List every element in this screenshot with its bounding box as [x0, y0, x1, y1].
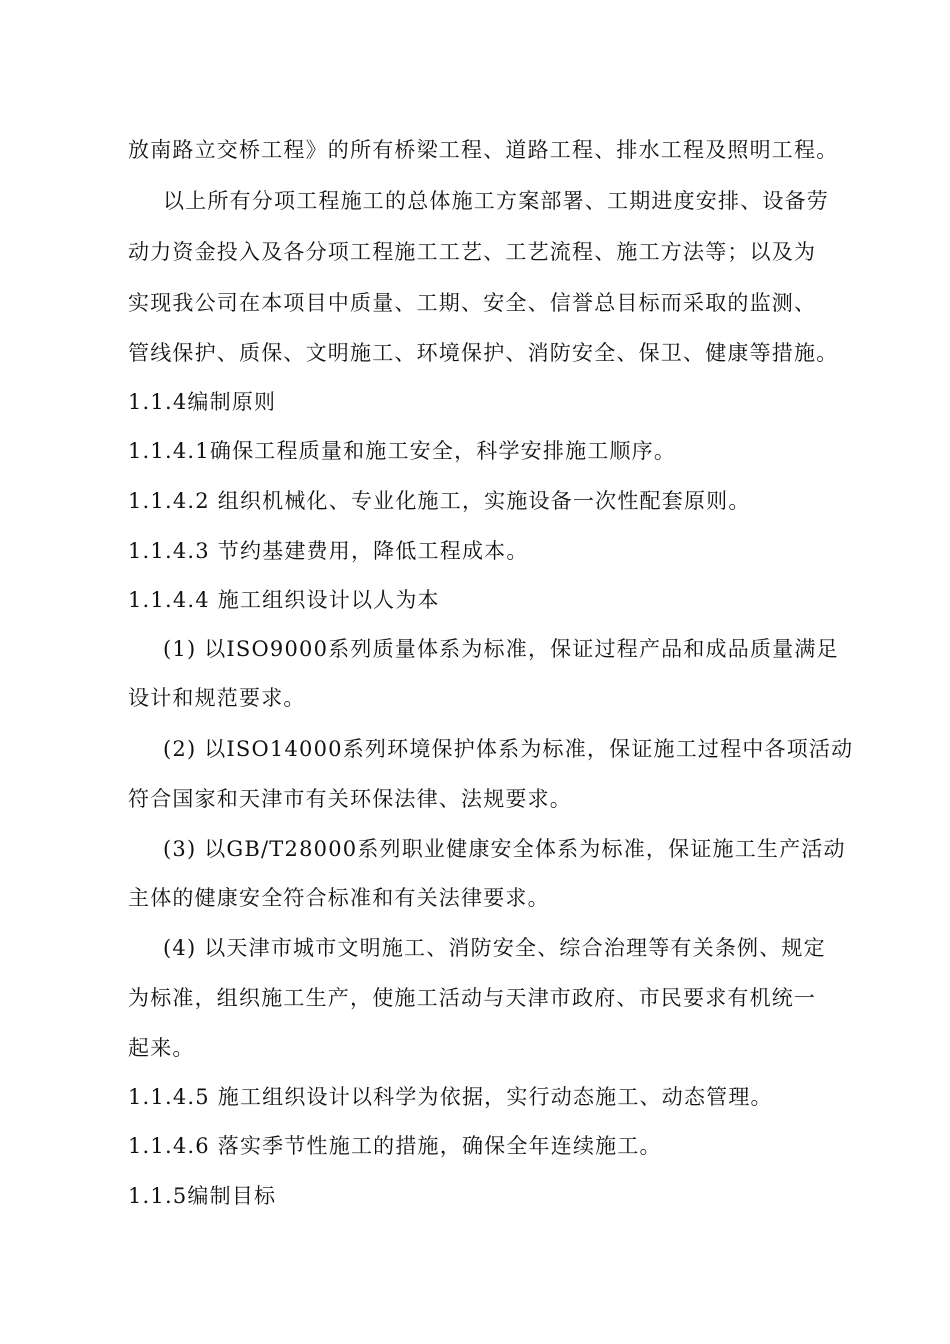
list-item-line: 起来。	[128, 1036, 195, 1060]
list-item-line: (2) 以ISO14000系列环境保护体系为标准，保证施工过程中各项活动	[163, 737, 854, 761]
subsection-line: 1.1.4.4 施工组织设计以人为本	[128, 588, 440, 612]
section-heading: 1.1.4编制原则	[128, 390, 277, 414]
list-item-line: 符合国家和天津市有关环保法律、法规要求。	[128, 787, 572, 811]
list-item-line: (3) 以GB/T28000系列职业健康安全体系为标准，保证施工生产活动	[163, 837, 846, 861]
paragraph-line: 动力资金投入及各分项工程施工工艺、工艺流程、施工方法等；以及为	[128, 240, 817, 264]
paragraph-line: 实现我公司在本项目中质量、工期、安全、信誉总目标而采取的监测、	[128, 291, 817, 315]
paragraph-line: 以上所有分项工程施工的总体施工方案部署、工期进度安排、设备劳	[163, 189, 829, 213]
subsection-line: 1.1.4.3 节约基建费用，降低工程成本。	[128, 539, 529, 563]
paragraph-line: 放南路立交桥工程》的所有桥梁工程、道路工程、排水工程及照明工程。	[128, 138, 839, 162]
paragraph-line: 管线保护、质保、文明施工、环境保护、消防安全、保卫、健康等措施。	[128, 341, 839, 365]
subsection-line: 1.1.4.6 落实季节性施工的措施，确保全年连续施工。	[128, 1134, 662, 1158]
subsection-line: 1.1.4.5 施工组织设计以科学为依据，实行动态施工、动态管理。	[128, 1085, 773, 1109]
list-item-line: 为标准，组织施工生产，使施工活动与天津市政府、市民要求有机统一	[128, 986, 817, 1010]
list-item-line: 设计和规范要求。	[128, 686, 306, 710]
list-item-line: 主体的健康安全符合标准和有关法律要求。	[128, 886, 550, 910]
list-item-line: (4) 以天津市城市文明施工、消防安全、综合治理等有关条例、规定	[163, 936, 826, 960]
subsection-line: 1.1.4.2 组织机械化、专业化施工，实施设备一次性配套原则。	[128, 489, 751, 513]
section-heading: 1.1.5编制目标	[128, 1184, 277, 1208]
list-item-line: (1) 以ISO9000系列质量体系为标准，保证过程产品和成品质量满足	[163, 637, 839, 661]
subsection-line: 1.1.4.1确保工程质量和施工安全，科学安排施工顺序。	[128, 439, 677, 463]
